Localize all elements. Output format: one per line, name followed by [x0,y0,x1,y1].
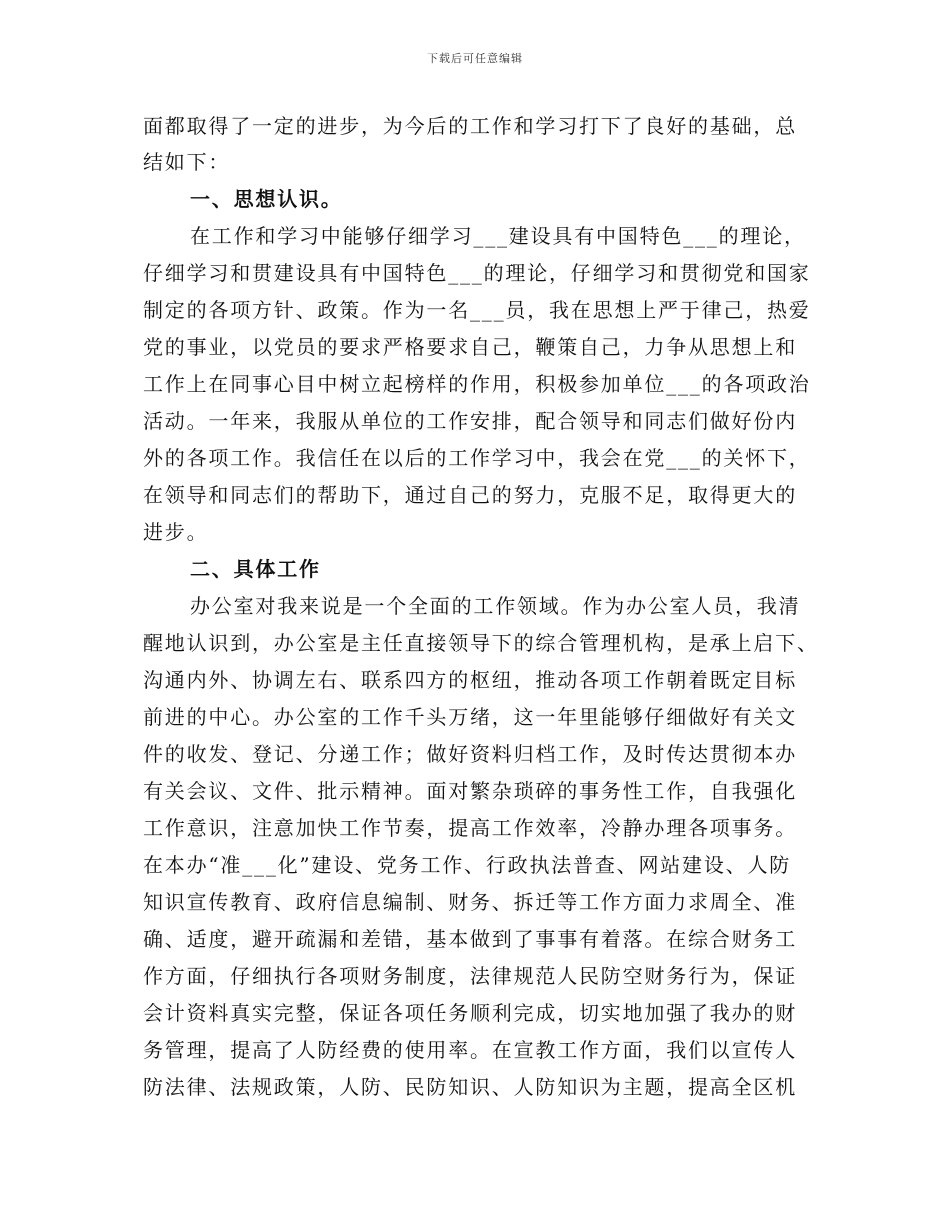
paragraph-line: 作方面，仔细执行各项财务制度，法律规范人民防空财务行为，保证 [143,964,797,988]
paragraph-line: 外的各项工作。我信任在以后的工作学习中，我会在党___的关怀下， [143,446,811,470]
paragraph-line: 醒地认识到，办公室是主任直接领导下的综合管理机构，是承上启下、 [143,631,819,655]
paragraph-line: 活动。一年来，我服从单位的工作安排，配合领导和同志们做好份内 [143,409,797,433]
paragraph-line: 件的收发、登记、分递工作；做好资料归档工作，及时传达贯彻本办 [143,742,797,766]
paragraph-line: 务管理，提高了人防经费的使用率。在宣教工作方面，我们以宣传人 [143,1038,797,1062]
header-note: 下载后可任意编辑 [427,52,523,65]
paragraph-line: 党的事业，以党员的要求严格要求自己，鞭策自己，力争从思想上和 [143,335,797,359]
paragraph-line: 在工作和学习中能够仔细学习___建设具有中国特色___的理论， [190,224,806,248]
paragraph-line: 制定的各项方针、政策。作为一名___员，我在思想上严于律己，热爱 [143,298,811,322]
paragraph-line: 面都取得了一定的进步，为今后的工作和学习打下了良好的基础，总 [143,114,797,138]
paragraph-line: 沟通内外、协调左右、联系四方的枢纽，推动各项工作朝着既定目标 [143,668,797,692]
paragraph-line: 在领导和同志们的帮助下，通过自己的努力，克服不足，取得更大的 [143,483,797,507]
paragraph-line: 仔细学习和贯建设具有中国特色___的理论，仔细学习和贯彻党和国家 [143,261,811,285]
paragraph-line: 结如下： [143,150,231,174]
paragraph-line: 工作意识，注意加快工作节奏，提高工作效率，冷静办理各项事务。 [143,816,797,840]
paragraph-line: 在本办“准___化”建设、党务工作、行政执法普查、网站建设、人防 [143,853,792,877]
paragraph-line: 工作上在同事心目中树立起榜样的作用，积极参加单位___的各项政治 [143,372,811,396]
paragraph-line: 防法律、法规政策，人防、民防知识、人防知识为主题，提高全区机 [143,1075,797,1099]
section-heading: 二、具体工作 [190,557,321,581]
paragraph-line: 确、适度，避开疏漏和差错，基本做到了事事有着落。在综合财务工 [143,927,797,951]
paragraph-line: 办公室对我来说是一个全面的工作领域。作为办公室人员，我清 [190,594,801,618]
paragraph-line: 前进的中心。办公室的工作千头万绪，这一年里能够仔细做好有关文 [143,705,797,729]
paragraph-line: 会计资料真实完整，保证各项任务顺利完成，切实地加强了我办的财 [143,1001,797,1025]
paragraph-line: 进步。 [143,520,209,544]
section-heading: 一、思想认识。 [190,187,343,211]
paragraph-line: 知识宣传教育、政府信息编制、财务、拆迁等工作方面力求周全、准 [143,890,797,914]
paragraph-line: 有关会议、文件、批示精神。面对繁杂琐碎的事务性工作，自我强化 [143,779,797,803]
